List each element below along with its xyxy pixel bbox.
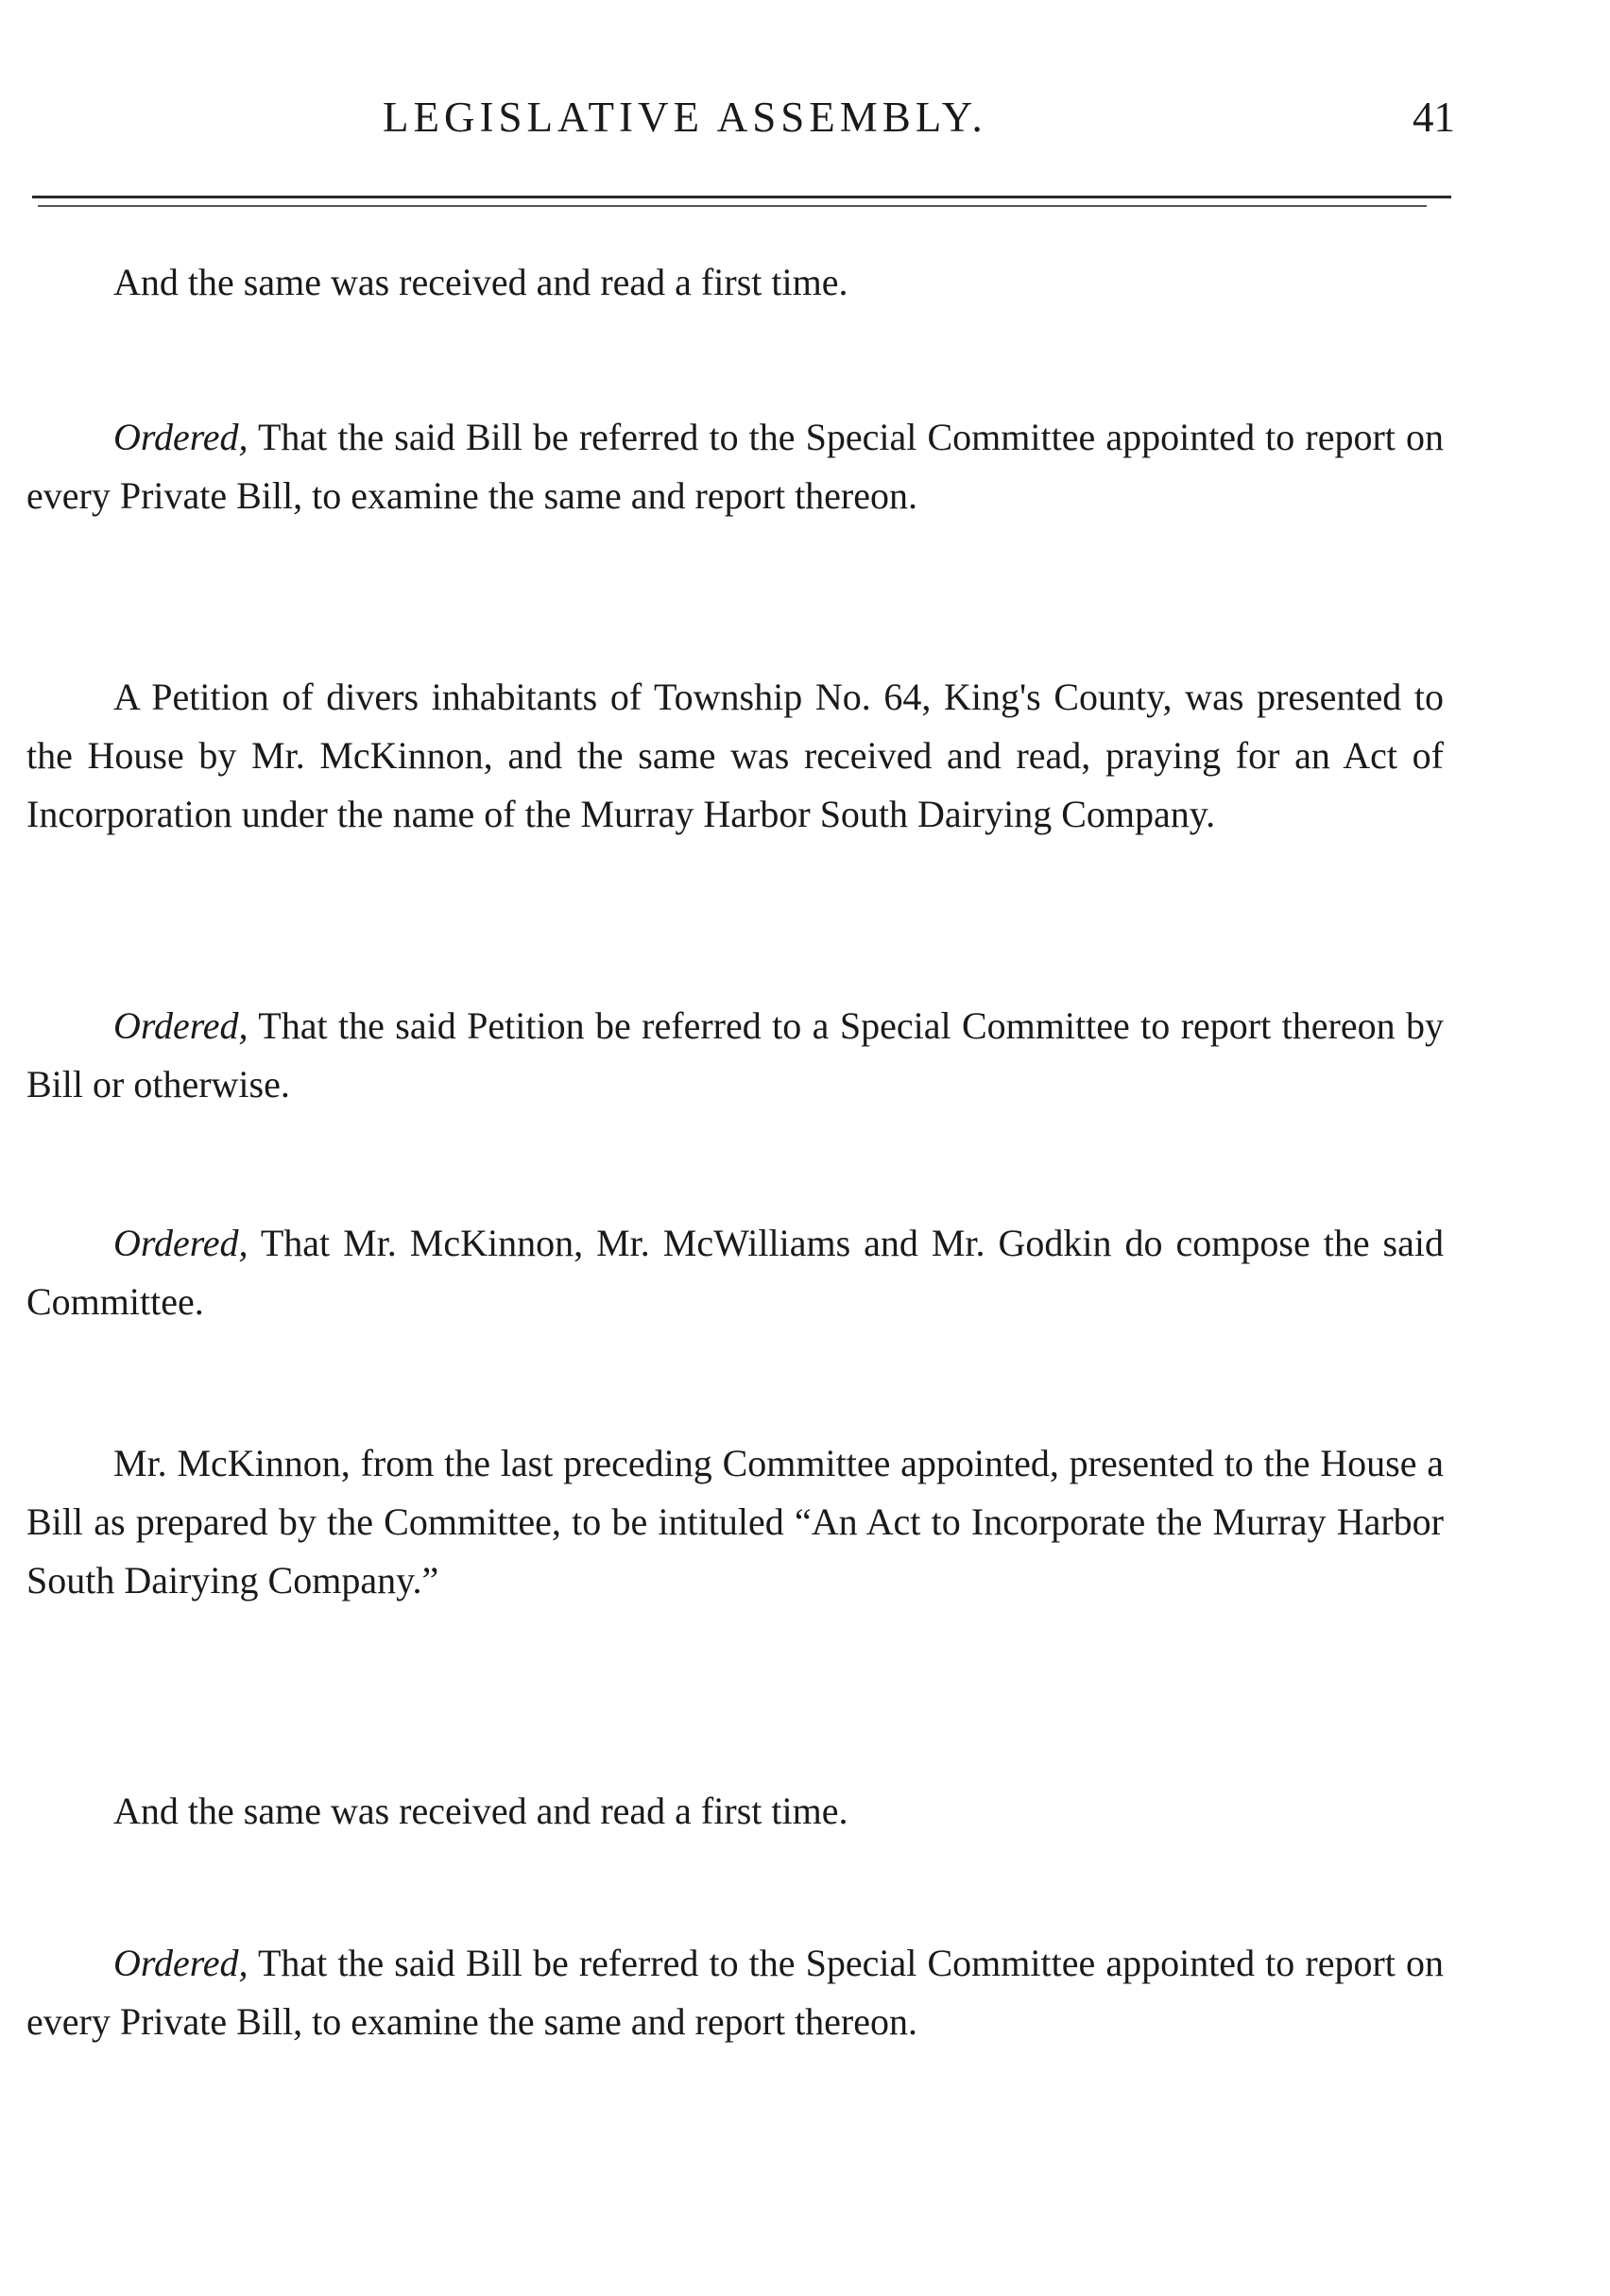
paragraph-order-refer-bill-2 [26, 1934, 1444, 2051]
running-head [0, 93, 1610, 149]
paragraph-petition [26, 668, 1444, 844]
ordered-label: Ordered, [113, 1004, 248, 1047]
paragraph-order-committee [26, 1214, 1444, 1331]
paragraph-order-refer-petition [26, 997, 1444, 1114]
paragraph-bill-presented [26, 1434, 1444, 1610]
page-header-title: LEGISLATIVE ASSEMBLY. [383, 94, 987, 141]
paragraph-text: That the said Bill be referred to the Special Committee appointed to report on every Private Bill, to examine the same and report thereon. [26, 1942, 1444, 2043]
paragraph-first-reading [26, 253, 1444, 312]
ordered-label: Ordered, [113, 1222, 248, 1264]
paragraph-order-refer-bill [26, 408, 1444, 525]
paragraph-text: That the said Petition be referred to a Special Committee to report thereon by Bill or otherwise. [26, 1004, 1444, 1105]
header-rule [32, 196, 1451, 198]
paragraph-text: A Petition of divers inhabitants of Township No. 64, King's County, was presented to the House by Mr. McKinnon, and the same was received and read, praying for an Act of Incorporation under the name of the Murray Harbor South Dairying Company. [26, 676, 1444, 835]
paragraph-text: And the same was received and read a first time. [113, 261, 848, 303]
ordered-label: Ordered, [113, 1942, 248, 1984]
ordered-label: Ordered, [113, 416, 248, 458]
paragraph-text: That the said Bill be referred to the Special Committee appointed to report on every Private Bill, to examine the same and report thereon. [26, 416, 1444, 517]
paragraph-first-reading-2 [26, 1782, 1444, 1841]
paragraph-text: That Mr. McKinnon, Mr. McWilliams and Mr. Godkin do compose the said Committee. [26, 1222, 1444, 1323]
paragraph-text: And the same was received and read a first time. [113, 1790, 848, 1832]
page-number: 41 [1413, 94, 1455, 141]
header-rule-thin [38, 205, 1427, 207]
paragraph-text: Mr. McKinnon, from the last preceding Committee appointed, presented to the House a Bill as prepared by the Committee, to be intituled “An Act to Incorporate the Murray Harbor South Dairying Company.” [26, 1442, 1444, 1602]
